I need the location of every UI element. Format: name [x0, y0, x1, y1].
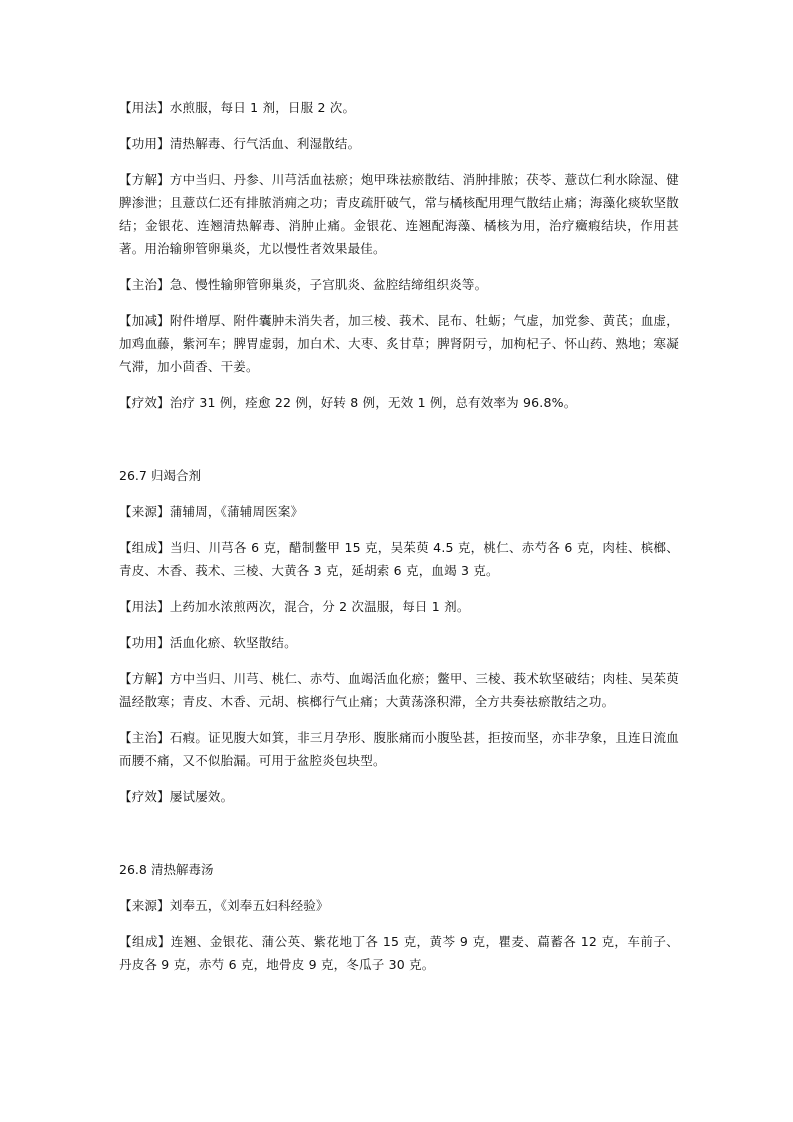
- paragraph-text: 方中当归、丹参、川芎活血祛瘀；炮甲珠祛瘀散结、消肿排脓；茯苓、薏苡仁利水除湿、健脾渗泄；且薏苡仁还有排脓消痈之功；青皮疏肝破气，常与橘核配用理气散结止痛；海藻化痰软坚散结；金银花、连翘清热解毒、消肿止痛。金银花、连翘配海藻、橘核为用，治疗癥瘕结块，作用甚著。用治输卵管卵巢炎，尤以慢性者效果最佳。: [119, 172, 679, 256]
- paragraph-text: 活血化瘀、软坚散结。: [169, 635, 297, 650]
- paragraph-text: 蒲辅周，《蒲辅周医案》: [169, 504, 304, 519]
- paragraph-text: 上药加水浓煎两次，混合，分 2 次温服，每日 1 剂。: [169, 599, 470, 614]
- paragraph-text: 清热解毒、行气活血、利湿散结。: [169, 136, 361, 151]
- paragraph-modifications: [119, 309, 679, 378]
- paragraph-text: 连翘、金银花、蒲公英、紫花地丁各 15 克，黄芩 9 克，瞿麦、萹蓄各 12 克，车前子、丹皮各 9 克，赤芍 6 克，地骨皮 9 克，冬瓜子 30 克。: [119, 934, 679, 972]
- paragraph-composition: [119, 536, 679, 582]
- section-number: 26.8: [119, 862, 147, 877]
- section-label: 【组成】: [119, 540, 171, 555]
- section-label: 【疗效】: [119, 395, 170, 410]
- section-label: 【来源】: [119, 504, 170, 519]
- paragraph-efficacy: [119, 785, 679, 808]
- paragraph-text: 水煎服，每日 1 剂，日服 2 次。: [169, 100, 356, 115]
- paragraph-function: [119, 132, 679, 155]
- paragraph-text: 刘奉五，《刘奉五妇科经验》: [169, 898, 329, 913]
- paragraph-indications: [119, 273, 679, 296]
- paragraph-usage: [119, 595, 679, 618]
- section-label: 【功用】: [119, 136, 170, 151]
- section-label: 【主治】: [119, 730, 170, 745]
- section-title: 清热解毒汤: [151, 862, 214, 877]
- section-label: 【用法】: [119, 599, 170, 614]
- paragraph-text: 治疗 31 例，痊愈 22 例，好转 8 例，无效 1 例，总有效率为 96.8%。: [169, 395, 577, 410]
- paragraph-usage: [119, 96, 679, 119]
- paragraph-source: [119, 500, 679, 523]
- paragraph-text: 附件增厚、附件囊肿未消失者，加三棱、莪术、昆布、牡蛎；气虚，加党参、黄芪；血虚，加鸡血藤，紫河车；脾胃虚弱，加白术、大枣、炙甘草；脾肾阴亏，加枸杞子、怀山药、熟地；寒凝气滞，加小茴香、干姜。: [119, 313, 679, 374]
- paragraph-text: 当归、川芎各 6 克，醋制鳖甲 15 克，吴茱萸 4.5 克，桃仁、赤芍各 6 克，肉桂、槟榔、青皮、木香、莪术、三棱、大黄各 3 克，延胡索 6 克，血竭 3 克。: [119, 540, 679, 578]
- section-label: 【方解】: [119, 172, 170, 187]
- paragraph-text: 屡试屡效。: [169, 789, 234, 804]
- paragraph-function: [119, 631, 679, 654]
- section-label: 【疗效】: [119, 789, 170, 804]
- section-label: 【来源】: [119, 898, 170, 913]
- paragraph-explanation: [119, 667, 679, 713]
- paragraph-explanation: [119, 168, 679, 260]
- paragraph-indications: [119, 726, 679, 772]
- section-label: 【加减】: [119, 313, 170, 328]
- paragraph-text: 石瘕。证见腹大如箕，非三月孕形、腹胀痛而小腹坠甚，拒按而坚，亦非孕象，且连日流血而腰不痛，又不似胎漏。可用于盆腔炎包块型。: [119, 730, 679, 768]
- section-label: 【组成】: [119, 934, 171, 949]
- section-heading: [119, 858, 679, 881]
- paragraph-text: 方中当归、川芎、桃仁、赤芍、血竭活血化瘀；鳖甲、三棱、莪术软坚破结；肉桂、吴茱萸温经散寒；青皮、木香、元胡、槟榔行气止痛；大黄荡涤积滞，全方共奏祛瘀散结之功。: [119, 671, 679, 709]
- section-label: 【方解】: [119, 671, 170, 686]
- section-label: 【功用】: [119, 635, 170, 650]
- section-heading: [119, 464, 679, 487]
- paragraph-efficacy: [119, 391, 679, 414]
- document-page: [119, 96, 679, 976]
- section-label: 【用法】: [119, 100, 170, 115]
- section-title: 归竭合剂: [151, 468, 202, 483]
- section-number: 26.7: [119, 468, 147, 483]
- paragraph-composition: [119, 930, 679, 976]
- paragraph-text: 急、慢性输卵管卵巢炎，子宫肌炎、盆腔结缔组织炎等。: [169, 277, 488, 292]
- paragraph-source: [119, 894, 679, 917]
- section-label: 【主治】: [119, 277, 170, 292]
